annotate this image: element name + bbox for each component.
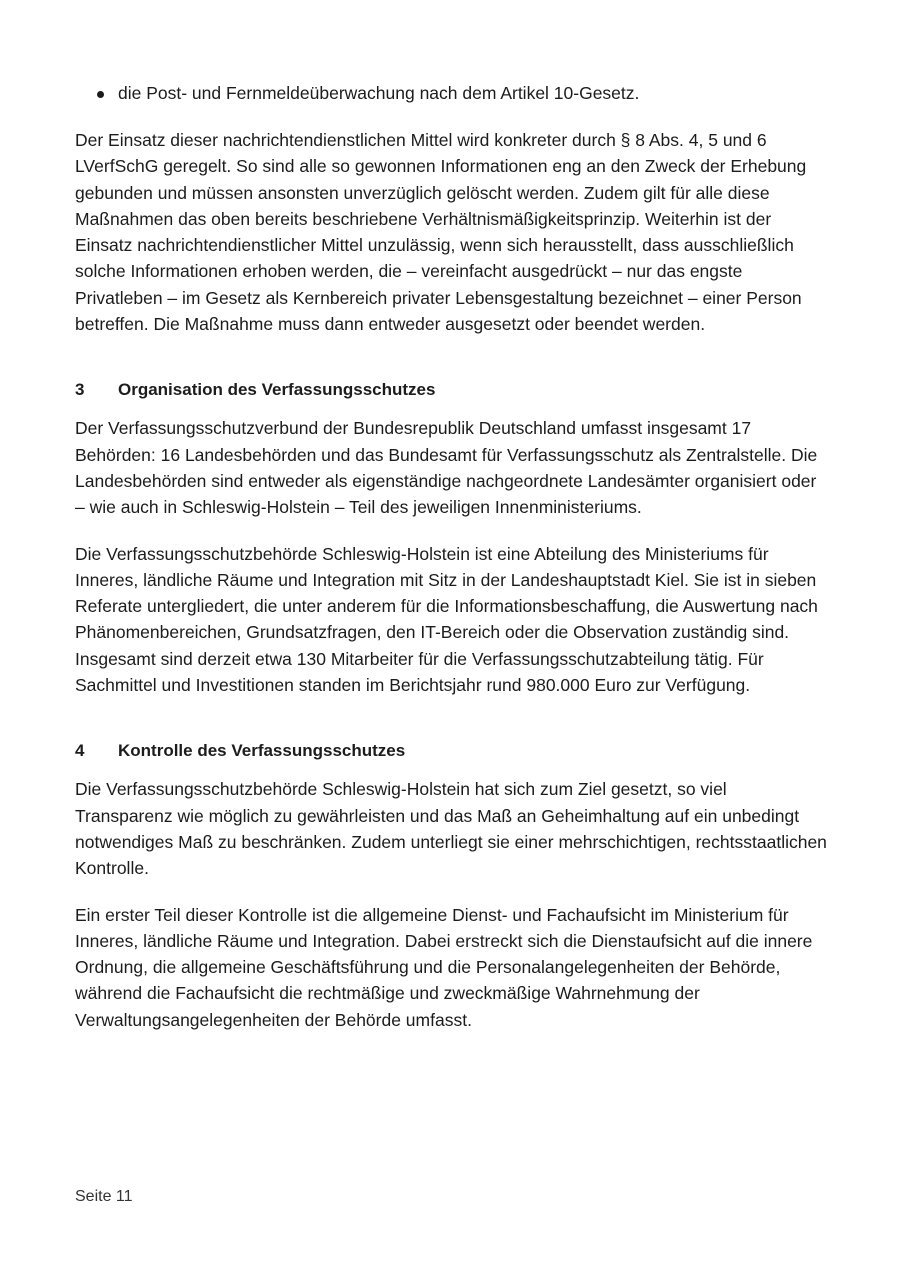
section-3-paragraph-1: Der Verfassungsschutzverbund der Bundesrepublik Deutschland umfasst insgesamt 17 Behörden: 16 Landesbehörden und das Bundesamt für Verfassungsschutz als Zentralstelle. Die Landesbehörden sind entweder als eigenständige nachgeordnete Landesämter organisiert oder – wie auch in Schleswig-Holstein – Teil des jeweiligen Innenministeriums. bbox=[75, 418, 818, 518]
section-4-title: Kontrolle des Verfassungsschutzes bbox=[118, 741, 406, 761]
section-4-heading bbox=[75, 738, 827, 764]
page-number: Seite 11 bbox=[75, 1188, 133, 1205]
section-3-heading bbox=[75, 377, 827, 403]
document-page bbox=[75, 80, 827, 1053]
section-3-paragraph-2: Die Verfassungsschutzbehörde Schleswig-Holstein ist eine Abteilung des Ministeriums für Inneres, ländliche Räume und Integration mit Sitz in der Landeshauptstadt Kiel. Sie ist in sieben Referate untergliedert, die unter anderem für die Informationsbeschaffung, die Auswertung nach Phänomenbereichen, Grundsatzfragen, den IT-Bereich oder die Observation zuständig sind. Insgesamt sind derzeit etwa 130 Mitarbeiter für die Verfassungsschutzabteilung tätig. Für Sachmittel und Investitionen standen im Berichtsjahr rund 980.000 Euro zur Verfügung. bbox=[75, 543, 818, 696]
bullet-list bbox=[75, 80, 827, 107]
bullet-item: die Post- und Fernmeldeüberwachung nach dem Artikel 10-Gesetz. bbox=[75, 80, 827, 107]
section-3-title: Organisation des Verfassungsschutzes bbox=[118, 380, 436, 400]
section-4-paragraph-2: Ein erster Teil dieser Kontrolle ist die allgemeine Dienst- und Fachaufsicht im Ministerium für Inneres, ländliche Räume und Integration. Dabei erstreckt sich die Dienstaufsicht auf die innere Ordnung, die allgemeine Geschäftsführung und die Personalangelegenheiten der Behörde, während die Fachaufsicht die rechtmäßige und zweckmäßige Wahrnehmung der Verwaltungsangelegenheiten der Behörde umfasst. bbox=[75, 904, 813, 1030]
section-3-number: 3 bbox=[75, 380, 85, 400]
intro-paragraph: Der Einsatz dieser nachrichtendienstlichen Mittel wird konkreter durch § 8 Abs. 4, 5 und 6 LVerfSchG geregelt. So sind alle so gewonnen Informationen eng an den Zweck der Erhebung gebunden und müssen ansonsten unverzüglich gelöscht werden. Zudem gilt für alle diese Maßnahmen das oben bereits beschriebene Verhältnismäßigkeitsprinzip. Weiterhin ist der Einsatz nachrichtendienstlicher Mittel unzulässig, wenn sich herausstellt, dass ausschließlich solche Informationen erhoben werden, die – vereinfacht ausgedrückt – nur das engste Privatleben – im Gesetz als Kernbereich privater Lebensgestaltung bezeichnet – einer Person betreffen. Die Maßnahme muss dann entweder ausgesetzt oder beendet werden. bbox=[75, 130, 807, 335]
section-4-paragraph-1: Die Verfassungsschutzbehörde Schleswig-Holstein hat sich zum Ziel gesetzt, so viel Transparenz wie möglich zu gewährleisten und das Maß an Geheimhaltung auf ein unbedingt notwendiges Maß zu beschränken. Zudem unterliegt sie einer mehrschichtigen, rechtsstaatlichen Kontrolle. bbox=[75, 779, 827, 879]
section-4-number: 4 bbox=[75, 741, 85, 761]
